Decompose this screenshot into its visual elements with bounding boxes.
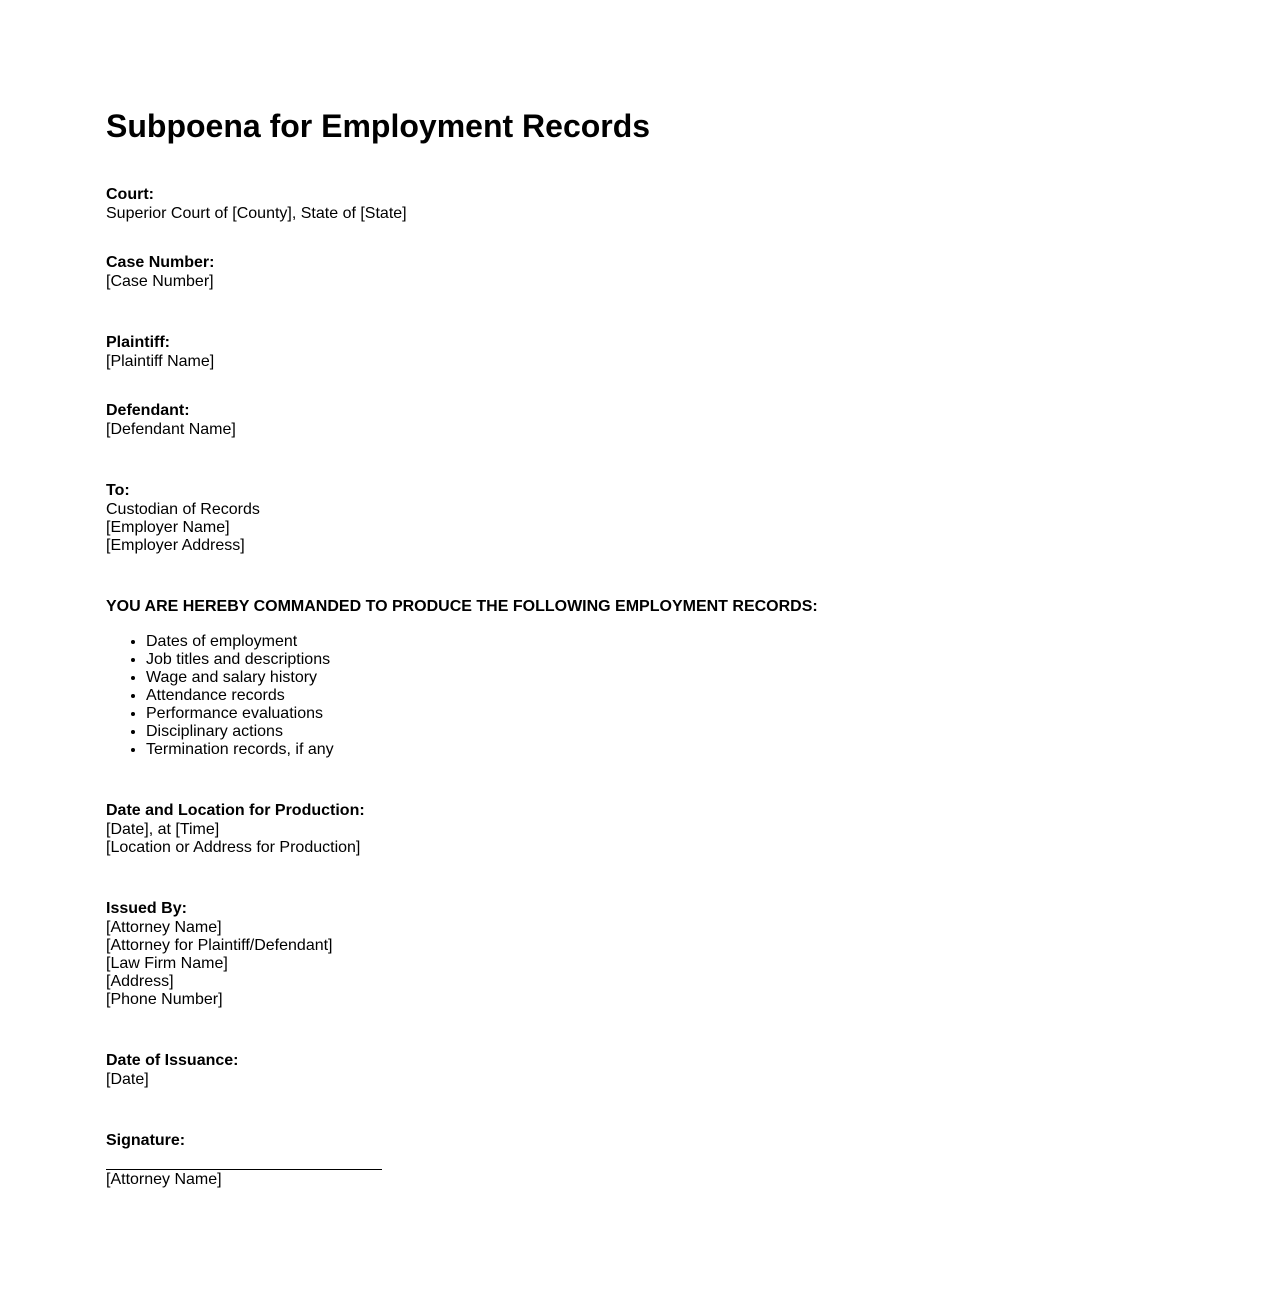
list-item: • Disciplinary actions: [146, 723, 818, 741]
plaintiff-value: [Plaintiff Name]: [106, 353, 215, 370]
issued-by-line: [Phone Number]: [106, 991, 223, 1008]
signature-line: [106, 1169, 382, 1170]
list-item: • Job titles and descriptions: [146, 651, 818, 669]
issuance-date-value: [Date]: [106, 1071, 149, 1088]
court-value: Superior Court of [County], State of [State]: [106, 205, 407, 222]
list-item: • Termination records, if any: [146, 741, 818, 759]
issuance-date-label: Date of Issuance:: [106, 1052, 239, 1069]
issuance-date-section: [106, 1051, 238, 1089]
to-line: [Employer Address]: [106, 537, 245, 554]
issued-by-section: [106, 899, 333, 1009]
to-section: [106, 481, 260, 555]
defendant-label: Defendant:: [106, 402, 190, 419]
signature-name: [Attorney Name]: [106, 1171, 222, 1188]
to-label: To:: [106, 482, 130, 499]
to-line: Custodian of Records: [106, 501, 260, 518]
plaintiff-section: [106, 333, 214, 371]
signature-section: [106, 1131, 382, 1189]
production-section: [106, 801, 365, 857]
list-item: • Attendance records: [146, 687, 818, 705]
court-label: Court:: [106, 186, 154, 203]
issued-by-label: Issued By:: [106, 900, 187, 917]
production-line: [Location or Address for Production]: [106, 839, 361, 856]
to-line: [Employer Name]: [106, 519, 230, 536]
defendant-value: [Defendant Name]: [106, 421, 236, 438]
production-label: Date and Location for Production:: [106, 802, 365, 819]
command-label: YOU ARE HEREBY COMMANDED TO PRODUCE THE FOLLOWING EMPLOYMENT RECORDS:: [106, 598, 818, 615]
defendant-section: [106, 401, 236, 439]
issued-by-line: [Attorney Name]: [106, 919, 222, 936]
list-item: • Dates of employment: [146, 633, 818, 651]
plaintiff-label: Plaintiff:: [106, 334, 170, 351]
case-number-label: Case Number:: [106, 254, 215, 271]
list-item: • Performance evaluations: [146, 705, 818, 723]
issued-by-line: [Address]: [106, 973, 174, 990]
command-section: [106, 597, 818, 759]
records-list: [106, 633, 818, 759]
case-number-section: [106, 253, 214, 291]
signature-label: Signature:: [106, 1132, 186, 1149]
production-line: [Date], at [Time]: [106, 821, 220, 838]
issued-by-line: [Law Firm Name]: [106, 955, 228, 972]
case-number-value: [Case Number]: [106, 273, 214, 290]
issued-by-line: [Attorney for Plaintiff/Defendant]: [106, 937, 333, 954]
document-title: Subpoena for Employment Records: [106, 108, 651, 144]
court-section: [106, 185, 407, 223]
list-item: • Wage and salary history: [146, 669, 818, 687]
